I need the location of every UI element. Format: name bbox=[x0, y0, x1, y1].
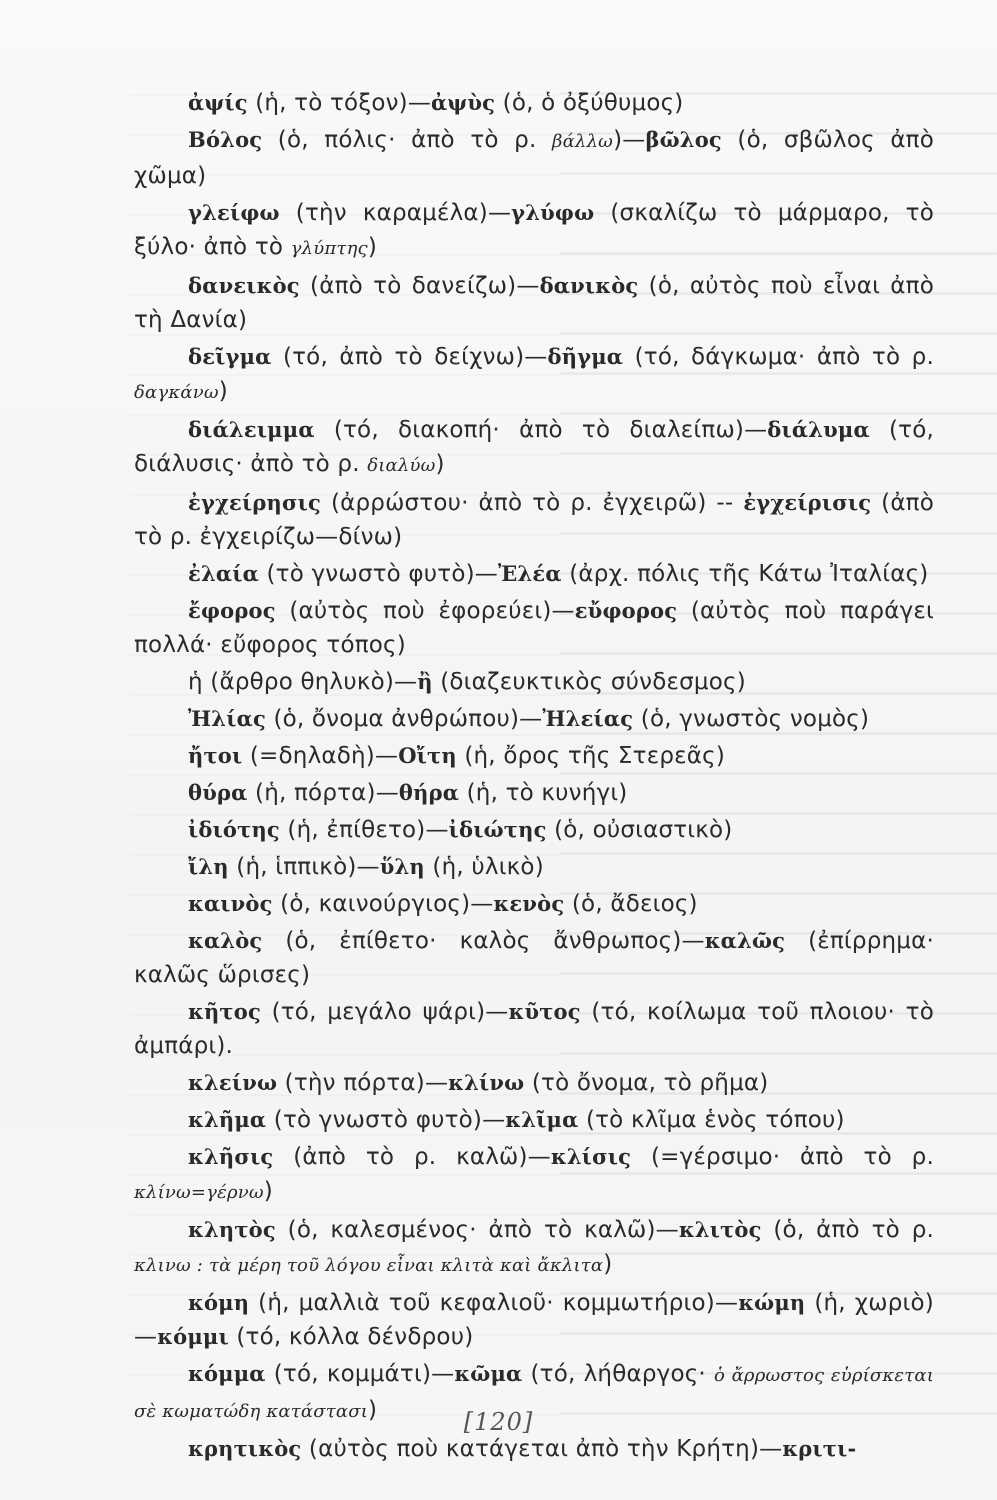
headword: ἔφορος bbox=[188, 598, 276, 623]
definition-text: ) bbox=[367, 234, 378, 260]
headword: κενὸς bbox=[493, 891, 565, 916]
definition-text: ) bbox=[368, 1397, 378, 1423]
definition-text: (ἀρρώστου· ἀπὸ τὸ ρ. ἐγχειρῶ) -- bbox=[321, 490, 744, 516]
page-number: [120] bbox=[463, 1408, 534, 1436]
dictionary-entry bbox=[134, 594, 934, 662]
headword: ὕλη bbox=[379, 854, 425, 879]
dictionary-entry bbox=[134, 1103, 934, 1137]
definition-text: ) bbox=[218, 378, 228, 404]
definition-text: (ἀρχ. πόλις τῆς Κάτω Ἰταλίας) bbox=[561, 561, 929, 587]
italic-example: διαλύω bbox=[367, 455, 436, 476]
definition-text: (τό, κόλλα δένδρου) bbox=[228, 1324, 474, 1350]
definition-text: (ὁ, ἀπὸ τὸ ρ. bbox=[761, 1217, 935, 1243]
headword: Ἠλείας bbox=[542, 706, 634, 731]
definition-text: (ἡ, χωριὸ)— bbox=[134, 1290, 934, 1350]
definition-text: (ὁ, γνωστὸς νομὸς) bbox=[633, 706, 870, 732]
headword: Ἠλίας bbox=[188, 706, 266, 731]
italic-example: ὁ ἄρρωστος εὑρίσκεται σὲ κωματώδη κατάστασι bbox=[134, 1365, 935, 1422]
italic-example: κλίνω=γέρνω bbox=[134, 1182, 264, 1203]
definition-text: (ἡ, ὑλικὸ) bbox=[424, 854, 544, 880]
headword: καινὸς bbox=[188, 891, 273, 916]
definition-text: (αὐτὸς ποὺ ἐφορεύει)— bbox=[275, 598, 575, 624]
definition-text: (ὁ, καλεσμένος· ἀπὸ τὸ καλῶ)— bbox=[275, 1217, 679, 1243]
headword: κῦτος bbox=[508, 999, 581, 1024]
definition-text: (ὁ, καινούργιος)— bbox=[272, 891, 494, 917]
headword: δεῖγμα bbox=[188, 344, 272, 369]
definition-text: (αὐτὸς ποὺ παράγει πολλά· εὔφορος τόπος) bbox=[134, 598, 935, 658]
headword: διάλειμμα bbox=[188, 417, 315, 442]
definition-text: (ὁ, ἐπίθετο· καλὸς ἄνθρωπος)— bbox=[262, 928, 705, 954]
dictionary-entry bbox=[134, 1213, 934, 1283]
dictionary-entry bbox=[134, 813, 934, 847]
definition-text: (τὸ γνωστὸ φυτὸ)— bbox=[266, 1107, 506, 1133]
definition-text: ) bbox=[603, 1251, 613, 1277]
definition-text: (ἡ, μαλλιὰ τοῦ κεφαλιοῦ· κομμωτήριο)— bbox=[249, 1290, 739, 1316]
headword: κόμη bbox=[188, 1290, 250, 1315]
headword: κλῆμα bbox=[188, 1107, 267, 1132]
headword: ἐγχείρησις bbox=[188, 490, 322, 515]
dictionary-entry bbox=[134, 1286, 934, 1354]
headword: ἐγχείρισις bbox=[743, 490, 872, 515]
italic-example: βάλλω bbox=[552, 131, 614, 152]
headword: κλίσις bbox=[550, 1144, 632, 1169]
dictionary-entry bbox=[134, 86, 934, 120]
dictionary-entry bbox=[134, 1140, 934, 1210]
headword: διάλυμα bbox=[767, 417, 870, 442]
headword: ἰδιώτης bbox=[448, 817, 547, 842]
definition-text: (τὸ κλῖμα ἑνὸς τόπου) bbox=[578, 1107, 845, 1133]
dictionary-entry bbox=[134, 850, 934, 884]
headword: δανεικὸς bbox=[188, 273, 300, 298]
definition-text: (ὁ, ὄνομα ἀνθρώπου)— bbox=[265, 706, 543, 732]
definition-text: (τό, ἀπὸ τὸ δείχνω)— bbox=[271, 344, 548, 370]
dictionary-entry bbox=[134, 196, 934, 266]
dictionary-entries bbox=[134, 86, 934, 1469]
dictionary-entry bbox=[134, 924, 934, 992]
definition-text: (ὁ, οὐσιαστικὸ) bbox=[546, 817, 733, 843]
definition-text: (τό, κομμάτι)— bbox=[265, 1361, 455, 1387]
definition-text: (τὴν καραμέλα)— bbox=[279, 200, 512, 226]
headword: εὔφορος bbox=[574, 598, 678, 623]
headword: ἀψὺς bbox=[431, 90, 496, 115]
definition-text: (τό, διακοπή· ἀπὸ τὸ διαλείπω)— bbox=[314, 417, 768, 443]
italic-example: γλύπτης bbox=[290, 238, 368, 259]
definition-text: (=δηλαδὴ)— bbox=[242, 743, 399, 769]
headword: ἴλη bbox=[188, 854, 229, 879]
headword: γλύφω bbox=[511, 200, 595, 225]
headword: κλητὸς bbox=[188, 1217, 276, 1242]
dictionary-entry bbox=[134, 269, 934, 337]
definition-text: (τό, λήθαργος· bbox=[522, 1361, 715, 1387]
definition-text: (ἀπὸ τὸ δανείζω)— bbox=[299, 273, 540, 299]
dictionary-entry bbox=[134, 1432, 934, 1466]
dictionary-entry bbox=[134, 739, 934, 773]
dictionary-entry bbox=[134, 702, 934, 736]
definition-text: )— bbox=[613, 127, 646, 153]
dictionary-entry bbox=[134, 995, 934, 1063]
definition-text: (ἐπίρρημα· καλῶς ὥρισες) bbox=[134, 928, 934, 988]
definition-text: ) bbox=[435, 451, 445, 477]
headword: κλιτὸς bbox=[678, 1217, 762, 1242]
headword: βῶλος bbox=[645, 127, 722, 152]
definition-text: (ἡ, ἱππικὸ)— bbox=[228, 854, 380, 880]
definition-text: (ἡ, ἐπίθετο)— bbox=[279, 817, 449, 843]
definition-text: (ὁ, αὐτὸς ποὺ εἶναι ἀπὸ τὴ Δανία) bbox=[134, 273, 934, 333]
definition-text: (τὴν πόρτα)— bbox=[277, 1070, 449, 1096]
headword: κριτι- bbox=[782, 1436, 857, 1461]
headword: θύρα bbox=[188, 780, 248, 805]
definition-text: ἡ (ἄρθρο θηλυκὸ)— bbox=[188, 669, 418, 695]
definition-text: ) bbox=[263, 1178, 273, 1204]
headword: θήρα bbox=[398, 780, 460, 805]
headword: κλῖμα bbox=[505, 1107, 579, 1132]
definition-text: (ἀπὸ τὸ ρ. καλῶ)— bbox=[273, 1144, 551, 1170]
definition-text: (ἀπὸ τὸ ρ. ἐγχειρίζω—δίνω) bbox=[134, 490, 934, 550]
headword: καλῶς bbox=[704, 928, 786, 953]
definition-text: (αὐτὸς ποὺ κατάγεται ἀπὸ τὴν Κρήτη)— bbox=[301, 1436, 783, 1462]
definition-text: (ὁ, πόλις· ἀπὸ τὸ ρ. bbox=[262, 127, 552, 153]
headword: Βόλος bbox=[188, 127, 263, 152]
headword: κόμμι bbox=[157, 1324, 229, 1349]
dictionary-entry bbox=[134, 413, 934, 483]
definition-text: (τό, κοίλωμα τοῦ πλοιου· τὸ ἀμπάρι). bbox=[134, 999, 934, 1059]
headword: δῆγμα bbox=[547, 344, 624, 369]
definition-text: (σκαλίζω τὸ μάρμαρο, τὸ ξύλο· ἀπὸ τὸ bbox=[134, 200, 934, 260]
dictionary-entry bbox=[134, 486, 934, 554]
headword: κλῆσις bbox=[188, 1144, 274, 1169]
headword: ἤτοι bbox=[188, 743, 243, 768]
headword: ἰδιότης bbox=[188, 817, 280, 842]
headword: κῶμα bbox=[454, 1361, 523, 1386]
dictionary-entry bbox=[134, 1066, 934, 1100]
dictionary-entry bbox=[134, 776, 934, 810]
headword: κώμη bbox=[738, 1290, 806, 1315]
definition-text: (ἡ, πόρτα)— bbox=[247, 780, 399, 806]
headword: ἐλαία bbox=[188, 561, 259, 586]
definition-text: (τό, μεγάλο ψάρι)— bbox=[260, 999, 509, 1025]
dictionary-entry bbox=[134, 887, 934, 921]
headword: γλείφω bbox=[188, 200, 280, 225]
definition-text: (τό, διάλυσις· ἀπὸ τὸ ρ. bbox=[134, 417, 935, 477]
headword: κῆτος bbox=[188, 999, 261, 1024]
italic-example: δαγκάνω bbox=[134, 382, 219, 403]
headword: κόμμα bbox=[188, 1361, 266, 1386]
definition-text: (ὁ, σβῶλος ἀπὸ χῶμα) bbox=[134, 127, 934, 189]
headword: καλὸς bbox=[188, 928, 263, 953]
definition-text: (τὸ γνωστὸ φυτὸ)— bbox=[258, 561, 498, 587]
definition-text: (ὁ, ὁ ὀξύθυμος) bbox=[495, 90, 684, 116]
headword: ἢ bbox=[417, 669, 433, 694]
dictionary-entry bbox=[134, 665, 934, 699]
headword: κλείνω bbox=[188, 1070, 278, 1095]
headword: κλίνω bbox=[448, 1070, 525, 1095]
definition-text: (ὁ, ἄδειος) bbox=[564, 891, 698, 917]
definition-text: (=γέρσιμο· ἀπὸ τὸ ρ. bbox=[631, 1144, 934, 1170]
definition-text: (ἡ, τὸ τόξον)— bbox=[247, 90, 432, 116]
headword: Οἴτη bbox=[398, 743, 457, 768]
headword: δανικὸς bbox=[539, 273, 639, 298]
definition-text: (τὸ ὄνομα, τὸ ρῆμα) bbox=[524, 1070, 769, 1096]
dictionary-entry bbox=[134, 340, 934, 410]
headword: κρητικὸς bbox=[188, 1436, 302, 1461]
headword: ἀψίς bbox=[188, 90, 248, 115]
definition-text: (ἡ, ὄρος τῆς Στερεᾶς) bbox=[456, 743, 725, 769]
definition-text: (τό, δάγκωμα· ἀπὸ τὸ ρ. bbox=[623, 344, 934, 370]
definition-text: (διαζευκτικὸς σύνδεσμος) bbox=[432, 669, 746, 695]
dictionary-entry bbox=[134, 557, 934, 591]
dictionary-entry bbox=[134, 123, 934, 193]
definition-text: (ἡ, τὸ κυνήγι) bbox=[459, 780, 628, 806]
italic-example: κλινω : τὰ μέρη τοῦ λόγου εἶναι κλιτὰ καὶ ἄκλιτα bbox=[134, 1255, 604, 1276]
headword: Ἐλέα bbox=[498, 561, 562, 586]
